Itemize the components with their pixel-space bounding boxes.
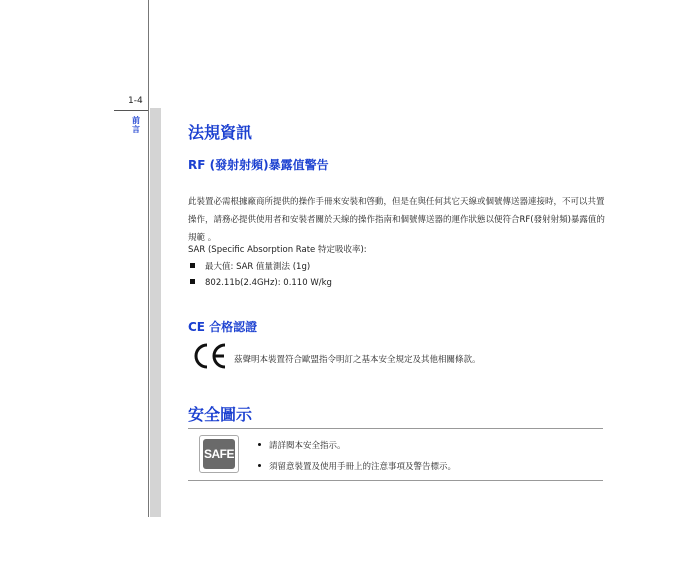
safe-badge-text: SAFE bbox=[203, 439, 235, 469]
safety-title: 安全圖示 bbox=[188, 405, 253, 424]
square-bullet-icon bbox=[190, 263, 195, 268]
sar-line: SAR (Specific Absorption Rate 特定吸收率): bbox=[188, 245, 367, 255]
square-bullet-icon bbox=[190, 279, 195, 284]
chapter-side-label: 前言 bbox=[132, 116, 140, 134]
regulatory-title: 法規資訊 bbox=[188, 123, 253, 142]
page-number-rule bbox=[114, 110, 148, 111]
list-item-text: 802.11b(2.4GHz): 0.110 W/kg bbox=[205, 278, 332, 288]
sidebar-strip bbox=[150, 108, 161, 517]
list-item-text: 請詳閱本安全指示。 bbox=[269, 441, 346, 451]
list-item bbox=[258, 460, 456, 472]
divider bbox=[188, 480, 603, 481]
ce-heading: CE 合格認證 bbox=[188, 320, 258, 334]
safe-icon bbox=[199, 435, 239, 473]
list-item bbox=[190, 260, 310, 272]
list-item-text: 最大值: SAR 值量測法 (1g) bbox=[205, 262, 311, 272]
divider bbox=[188, 428, 603, 429]
ce-mark-icon bbox=[192, 342, 228, 370]
rf-paragraph: 此裝置必需根據廠商所提供的操作手冊來安裝和啓動，但是在與任何其它天線或個號傳送器連接時，不可以共置操作，請務必提供使用者和安裝者關於天線的操作指南和個號傳送器的運作狀態以便符合RF(發射射頻)暴露值的規範 。 bbox=[188, 197, 605, 243]
page-margin-line bbox=[148, 0, 149, 517]
list-item-text: 須留意裝置及使用手冊上的注意事項及警告標示。 bbox=[269, 462, 457, 472]
ce-statement: 茲聲明本裝置符合歐盟指令明訂之基本安全規定及其他相關條款。 bbox=[234, 355, 481, 365]
rf-heading: RF (發射射頻)暴露值警告 bbox=[188, 158, 329, 172]
page-number: 1-4 bbox=[128, 96, 143, 106]
bullet-icon bbox=[258, 464, 261, 467]
list-item bbox=[190, 278, 332, 288]
bullet-icon bbox=[258, 443, 261, 446]
list-item bbox=[258, 439, 346, 451]
